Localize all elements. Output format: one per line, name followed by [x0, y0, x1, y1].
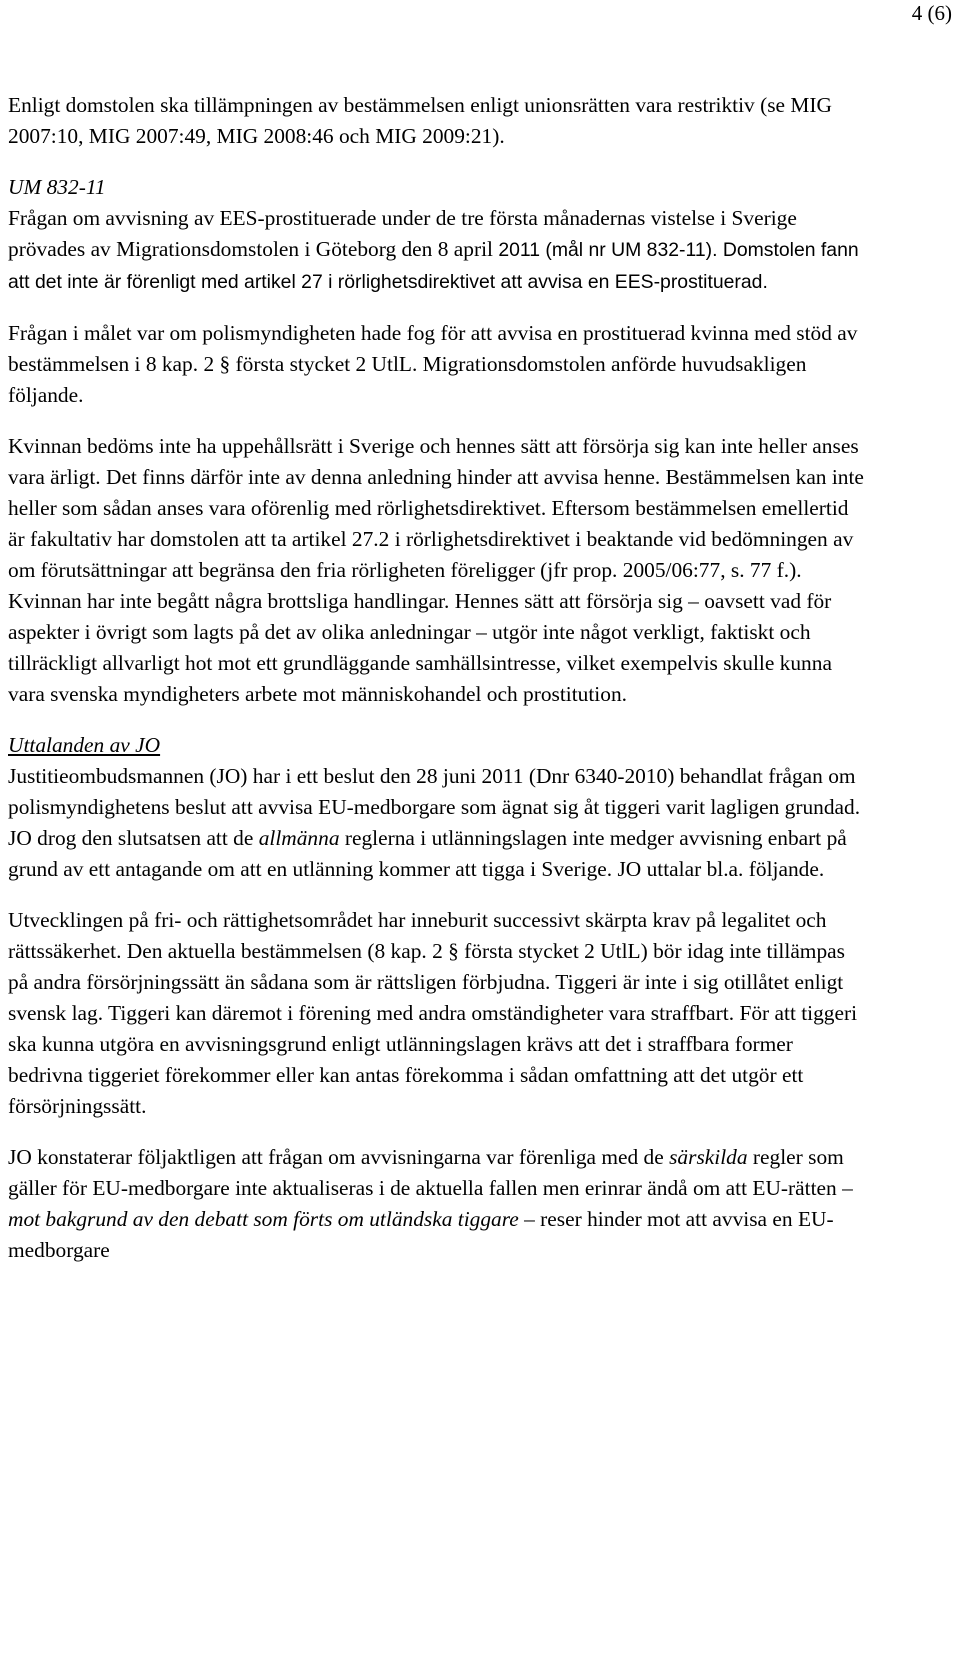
conclusion-text-part-3: – reser hinder mot att avvisa en EU-medborgare [8, 1207, 834, 1262]
section-jo-statements [8, 730, 868, 885]
document-body [8, 90, 868, 1286]
um-intro-sans-text: 2011 (mål nr UM 832-11). Domstolen fann att det inte är förenligt med artikel 27 i rörlighetsdirektivet att avvisa en EES-prostituerad. [8, 239, 859, 293]
paragraph-court-reasoning: Kvinnan bedöms inte ha uppehållsrätt i Sverige och hennes sätt att försörja sig kan inte heller anses vara ärligt. Det finns därför inte av denna anledning hinder att avvisa henne. Bestämmelsen kan inte heller som sådan anses vara oförenlig med rörlighetsdirektivet. Eftersom bestämmelsen emellertid är fakultativ har domstolen att ta artikel 27.2 i rörlighetsdirektivet i beaktande vid bedömningen av om förutsättningar att begränsa den fria rörligheten föreligger (jfr prop. 2005/06:77, s. 77 f.). Kvinnan har inte begått några brottsliga handlingar. Hennes sätt att försörja sig – oavsett vad för aspekter i övrigt som lagts på det av olika anledningar – utgör inte något verkligt, faktiskt och tillräckligt allvarligt hot mot ett grundläggande samhällsintresse, vilket exempelvis skulle kunna vara svenska myndigheters arbete mot människohandel och prostitution. [8, 434, 864, 706]
paragraph-jo-conclusion [8, 1142, 868, 1266]
case-heading-um-832-11: UM 832-11 [8, 175, 106, 199]
paragraph-restrictive-application: Enligt domstolen ska tillämpningen av bestämmelsen enligt unionsrätten vara restriktiv (se MIG 2007:10, MIG 2007:49, MIG 2008:46 och MIG 2009:21). [8, 93, 832, 148]
paragraph-question-in-case: Frågan i målet var om polismyndigheten hade fog för att avvisa en prostituerad kvinna med stöd av bestämmelsen i 8 kap. 2 § första stycket 2 UtlL. Migrationsdomstolen anförde huvudsakligen följande. [8, 321, 858, 407]
jo-emphasis-allmanna: allmänna [258, 826, 340, 850]
section-um-832-11 [8, 172, 868, 298]
jo-text-part-2: reglerna i utlänningslagen inte medger avvisning enbart på grund av ett antagande om att en utlänning kommer att tigga i Sverige. JO uttalar bl.a. följande. [8, 826, 847, 881]
conclusion-text-part-2: regler som gäller för EU-medborgare inte aktualiseras i de aktuella fallen men erinrar ändå om att EU-rätten – [8, 1145, 853, 1200]
section-heading-jo: Uttalanden av JO [8, 733, 161, 757]
conclusion-emphasis-sarskilda: särskilda [669, 1145, 748, 1169]
um-intro-serif-text: Frågan om avvisning av EES-prostituerade under de tre första månadernas vistelse i Sverige prövades av Migrationsdomstolen i Göteborg den 8 april [8, 206, 797, 261]
page-number: 4 (6) [911, 1, 952, 25]
paragraph-jo-quote: Utvecklingen på fri- och rättighetsområdet har inneburit successivt skärpta krav på legalitet och rättssäkerhet. Den aktuella bestämmelsen (8 kap. 2 § första stycket 2 UtlL) bör idag inte tillämpas på andra försörjningssätt än sådana som är rättsligen förbjudna. Tiggeri är inte i sig otillåtet enligt svensk lag. Tiggeri kan däremot i förening med andra omständigheter vara straffbart. För att tiggeri ska kunna utgöra en avvisningsgrund enligt utlänningslagen krävs att det i straffbara former bedrivna tiggeriet förekommer eller kan antas förekomma i sådan omfattning att det utgör ett försörjningssätt. [8, 908, 858, 1118]
jo-text-part-1: Justitieombudsmannen (JO) har i ett beslut den 28 juni 2011 (Dnr 6340-2010) behandlat frågan om polismyndighetens beslut att avvisa EU-medborgare som ägnat sig åt tiggeri varit lagligen grundad. JO drog den slutsatsen att de [8, 764, 861, 850]
conclusion-text-part-1: JO konstaterar följaktligen att frågan om avvisningarna var förenliga med de [8, 1145, 670, 1169]
paragraph-um-intro [8, 203, 868, 298]
conclusion-emphasis-debatt: mot bakgrund av den debatt som förts om utländska tiggare [8, 1207, 519, 1231]
paragraph-jo-decision [8, 761, 868, 885]
